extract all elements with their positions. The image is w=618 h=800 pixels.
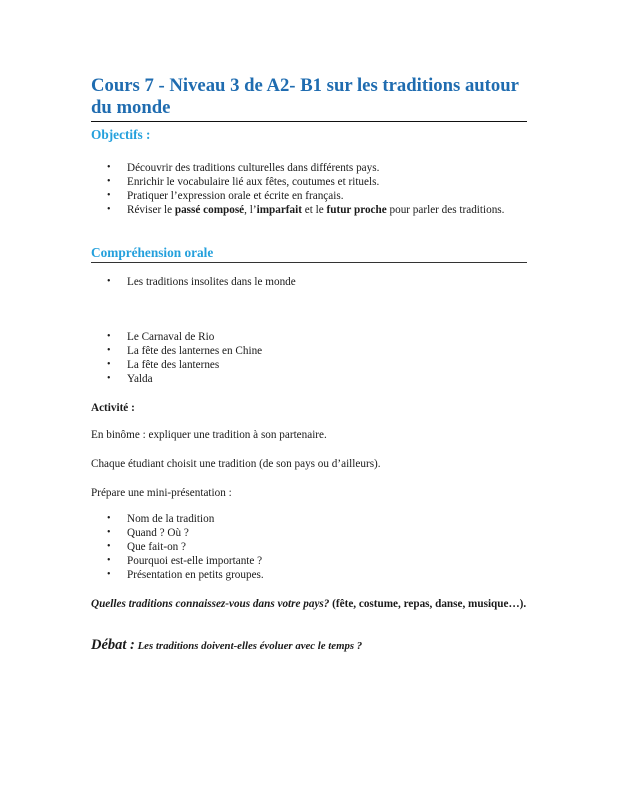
list-item: • Enrichir le vocabulaire lié aux fêtes, coutumes et rituels. [107,176,380,188]
bullet-icon: • [107,331,111,342]
activite-paragraph: Prépare une mini-présentation : [91,487,232,499]
bullet-icon: • [107,176,111,187]
list-item: • Nom de la tradition [107,513,215,525]
question-italic: Quelles traditions connaissez-vous dans votre pays? [91,598,330,610]
question-examples: (fête, costume, repas, danse, musique…). [329,598,527,610]
bullet-icon: • [107,527,111,538]
objectifs-list [91,161,527,217]
list-item: • Les traditions insolites dans le monde [107,276,296,288]
list-item: • La fête des lanternes [107,359,220,371]
comprehension-intro-list [91,275,527,289]
bullet-icon: • [107,555,111,566]
bold-term: passé composé [174,204,245,216]
activite-paragraph: En binôme : expliquer une tradition à son partenaire. [91,429,327,441]
comprehension-heading: Compréhension orale [91,245,527,263]
bullet-icon: • [107,373,111,384]
bullet-icon: • [107,359,111,370]
bullet-icon: • [107,204,111,215]
bold-term: futur proche [326,204,387,216]
debat-question: Les traditions doivent-elles évoluer avec le temps ? [134,640,363,652]
list-item: • Réviser le passé composé, l’imparfait et le futur proche pour parler des traditions. [107,204,505,216]
bullet-icon: • [107,190,111,201]
debat-paragraph [91,636,527,655]
list-item: • La fête des lanternes en Chine [107,345,263,357]
document-title: Cours 7 - Niveau 3 de A2- B1 sur les traditions autour du monde [91,75,527,122]
traditions-list [91,330,527,386]
debat-label: Débat : [91,637,135,653]
activite-heading: Activité : [91,402,135,414]
list-item: • Yalda [107,373,153,385]
bullet-icon: • [107,513,111,524]
objectifs-heading: Objectifs : [91,127,151,142]
bullet-icon: • [107,162,111,173]
list-item: • Le Carnaval de Rio [107,331,215,343]
bullet-icon: • [107,569,111,580]
list-item: • Pourquoi est-elle importante ? [107,555,263,567]
presentation-list [91,512,527,582]
activite-paragraph: Chaque étudiant choisit une tradition (de son pays ou d’ailleurs). [91,458,381,470]
list-item: • Quand ? Où ? [107,527,189,539]
bullet-icon: • [107,541,111,552]
list-item: • Que fait-on ? [107,541,187,553]
list-item: • Découvrir des traditions culturelles dans différents pays. [107,162,380,174]
bullet-icon: • [107,345,111,356]
question-paragraph [91,597,527,612]
list-item: • Pratiquer l’expression orale et écrite en français. [107,190,344,202]
bold-term: imparfait [256,204,302,216]
bullet-icon: • [107,276,111,287]
list-item: • Présentation en petits groupes. [107,569,264,581]
